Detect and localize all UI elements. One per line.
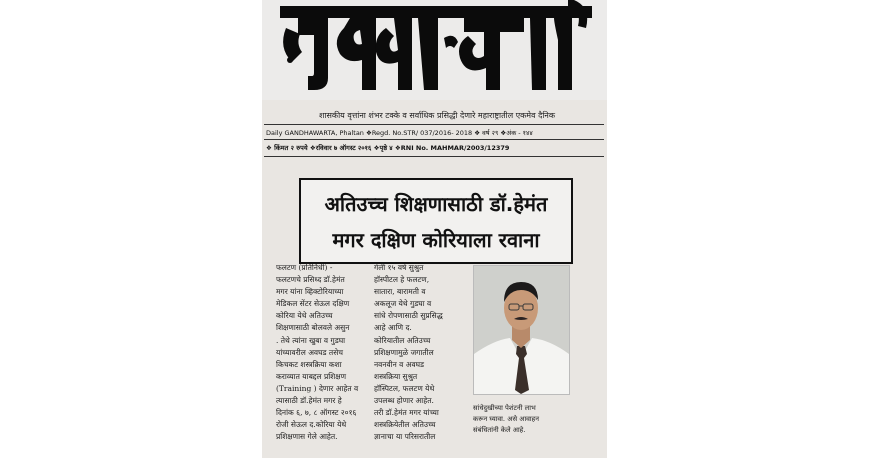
- article-line: कोरिया येथे अतिउच्च: [276, 311, 333, 321]
- article-line: रोजी सेऊल द.कोरिया येथे: [276, 420, 347, 430]
- article-line: कराव्यात याबद्दल प्रशिक्षण: [276, 371, 347, 381]
- article-line: नवनवीन व अवघड: [374, 359, 425, 369]
- article-line: शिक्षणासाठी बोलवले असुन: [276, 323, 350, 333]
- divider: [264, 124, 604, 125]
- newspaper-clipping: [262, 0, 607, 458]
- article-line: सातारा, बारामती व: [374, 287, 426, 297]
- article-line: मेडिकल सेंटर सेऊल दक्षिण: [276, 299, 350, 309]
- article-line: यांच्यावरील अवघड तसेच: [276, 347, 344, 357]
- article-line: दिनांक ६, ७, ८ ऑगस्ट २०१६: [276, 408, 357, 418]
- article-line: त्यासाठी डॉ.हेमंत मगर हे: [276, 396, 342, 406]
- article-line: प्रशिक्षणास गेले आहेत.: [276, 432, 338, 442]
- caption-line: सांधेदुखीच्या पेशंटनी लाभ: [473, 404, 536, 412]
- article-line: मगर यांना व्हिक्टोरियाच्या: [276, 287, 344, 297]
- article-line: तरी डॉ.हेमंत मगर यांच्या: [374, 408, 439, 418]
- article-line: हॉस्पिटल, फलटण येथे: [374, 383, 435, 393]
- masthead-tagline: शासकीय वृत्तांना शंभर टक्के व सर्वाधिक प्रसिद्धी देणारे महाराष्ट्रातील एकमेव दैनिक: [319, 111, 555, 120]
- article-line: कोरियातील अतिउच्च: [374, 335, 431, 345]
- article-line: आहे आणि द.: [374, 323, 412, 333]
- masthead-info-line-1: Daily GANDHAWARTA, Phaltan ❖Regd. No.STR/ 037/2016- 2018 ❖ वर्ष २९ ❖अंक - १४४: [266, 129, 533, 137]
- photo-caption: [473, 403, 573, 436]
- article-line: फलटण (प्रतिनिधी) -: [276, 263, 333, 272]
- article-column-2: [374, 262, 468, 443]
- masthead-info-line-2: ❖ किंमत २ रुपये ❖रविवार ७ ऑगस्ट २०१६ ❖पृष्ठे ४ ❖RNI No. MAHMAR/2003/12379: [266, 144, 510, 152]
- divider: [264, 139, 604, 140]
- article-line: ज्ञानाचा या परिसरातील: [374, 432, 436, 442]
- article-line: शस्त्रक्रिया सुश्रुत: [374, 371, 418, 381]
- article-line: हॉस्पीटल हे फलटण,: [374, 275, 430, 285]
- masthead-logo: [268, 0, 602, 100]
- article-line: प्रशिक्षणामुळे जगातील: [374, 347, 434, 357]
- article-line: फलटणचे प्रसिध्द डॉ.हेमंत: [276, 275, 345, 285]
- article-line: किचकट शस्त्रक्रिया कशा: [276, 359, 342, 369]
- article-line: सांधे रोपणासाठी सुप्रसिद्ध: [374, 311, 443, 321]
- doctor-portrait-photo: [473, 265, 570, 395]
- article-line: गेली १५ वर्ष सुश्रुत: [374, 263, 424, 272]
- article-column-1: [276, 262, 368, 443]
- article-line: उपलब्ध होणार आहेत.: [374, 396, 434, 406]
- caption-line: संबंधितांनी केले आहे.: [473, 426, 526, 434]
- article-line: शस्त्रक्रियेतील अतिउच्च: [374, 420, 436, 430]
- article-headline-line-2: मगर दक्षिण कोरियाला रवाना: [332, 228, 540, 252]
- masthead: [262, 0, 607, 100]
- article-headline-box: [299, 178, 573, 264]
- article-line: (Training ) देणार आहेत व: [276, 383, 359, 393]
- article-line: . तेथे त्यांना खुबा व गुडघा: [276, 335, 346, 345]
- caption-line: करून घ्यावा. असे आवाहन: [473, 415, 540, 423]
- article-headline-line-1: अतिउच्च शिक्षणासाठी डॉ.हेमंत: [324, 192, 548, 216]
- article-line: अकलूज येथे गुडघा व: [374, 299, 432, 309]
- divider: [264, 156, 604, 157]
